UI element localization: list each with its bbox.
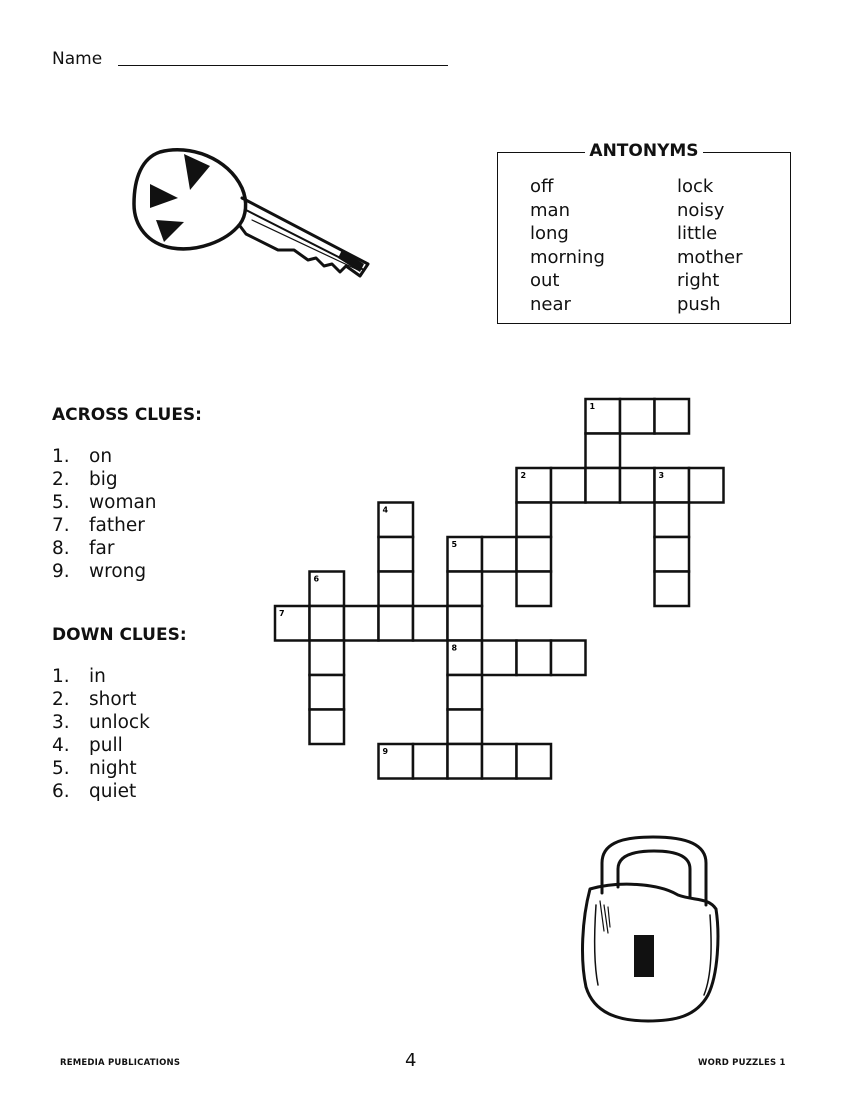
crossword-cell[interactable] — [413, 744, 448, 779]
antonym-word: out — [530, 270, 560, 292]
antonym-word: little — [677, 223, 718, 245]
crossword-cell[interactable] — [482, 641, 517, 676]
clue-number: 4. — [52, 735, 70, 756]
clue-number: 3. — [52, 712, 70, 733]
publisher-credit: REMEDIA PUBLICATIONS — [60, 1058, 181, 1068]
crossword-cell[interactable] — [551, 641, 586, 676]
crossword-cell[interactable] — [379, 537, 414, 572]
crossword-cell[interactable] — [517, 503, 552, 538]
clue-item — [52, 468, 157, 491]
crossword-cell[interactable] — [517, 572, 552, 607]
clue-number: 2. — [52, 689, 70, 710]
crossword-cell[interactable] — [689, 468, 724, 503]
antonym-word: man — [530, 199, 570, 221]
clue-text: father — [89, 515, 145, 536]
crossword-cell[interactable] — [448, 675, 483, 710]
crossword-cell[interactable] — [655, 503, 690, 538]
cell-number: 2 — [520, 471, 527, 480]
crossword-cell[interactable] — [310, 675, 345, 710]
clue-text: far — [89, 538, 115, 559]
clue-text: quiet — [89, 781, 137, 802]
crossword-cell[interactable] — [517, 744, 552, 779]
antonym-word: morning — [530, 246, 605, 268]
antonyms-right-column — [677, 175, 743, 317]
across-clues-heading: ACROSS CLUES: — [52, 405, 202, 425]
crossword-cell[interactable] — [482, 744, 517, 779]
antonym-word: mother — [677, 246, 743, 268]
crossword-cell[interactable] — [448, 606, 483, 641]
padlock-illustration — [578, 835, 728, 1025]
cell-number: 8 — [451, 643, 458, 653]
clue-item — [52, 688, 150, 711]
clue-text: on — [89, 446, 113, 467]
antonyms-title: ANTONYMS — [585, 141, 702, 161]
key-illustration — [128, 138, 373, 283]
cell-number: 5 — [451, 540, 458, 549]
clue-item — [52, 734, 150, 757]
clue-item — [52, 514, 157, 537]
clue-item — [52, 780, 150, 803]
name-input-line[interactable] — [118, 65, 448, 66]
clue-number: 6. — [52, 781, 70, 802]
book-title: WORD PUZZLES 1 — [698, 1058, 786, 1068]
clue-number: 5. — [52, 758, 70, 779]
crossword-cell[interactable] — [448, 572, 483, 607]
crossword-cell[interactable] — [586, 468, 621, 503]
clue-item — [52, 665, 150, 688]
page-number: 4 — [405, 1050, 417, 1071]
antonyms-left-column — [530, 175, 605, 317]
clue-number: 1. — [52, 666, 70, 687]
crossword-cell[interactable] — [482, 537, 517, 572]
crossword-cell[interactable] — [310, 710, 345, 745]
crossword-cell[interactable] — [517, 468, 552, 503]
clue-number: 5. — [52, 492, 70, 513]
cell-number: 7 — [279, 609, 285, 618]
crossword-cell[interactable] — [517, 537, 552, 572]
crossword-cell[interactable] — [379, 572, 414, 607]
crossword-cell[interactable] — [448, 744, 483, 779]
cell-number: 6 — [313, 574, 320, 584]
clue-item — [52, 560, 157, 583]
clue-item — [52, 757, 150, 780]
crossword-cell[interactable] — [344, 606, 379, 641]
crossword-cell[interactable] — [379, 503, 414, 538]
clue-text: pull — [89, 735, 123, 756]
clue-text: night — [89, 758, 137, 779]
antonyms-box — [497, 141, 791, 324]
crossword-cell[interactable] — [275, 606, 310, 641]
crossword-cell[interactable] — [310, 572, 345, 607]
crossword-cell[interactable] — [379, 744, 414, 779]
antonym-word: noisy — [677, 199, 725, 221]
crossword-cell[interactable] — [517, 641, 552, 676]
clue-number: 1. — [52, 446, 70, 467]
crossword-cell[interactable] — [448, 710, 483, 745]
cell-number: 9 — [382, 747, 389, 756]
crossword-cell[interactable] — [655, 572, 690, 607]
crossword-cell[interactable] — [586, 434, 621, 469]
crossword-cell[interactable] — [620, 468, 655, 503]
crossword-cell[interactable] — [310, 606, 345, 641]
antonym-word: off — [530, 176, 554, 197]
down-clues-list — [52, 665, 150, 803]
crossword-cell[interactable] — [655, 468, 690, 503]
clue-item — [52, 537, 157, 560]
down-clues-heading: DOWN CLUES: — [52, 625, 187, 645]
crossword-cell[interactable] — [551, 468, 586, 503]
clue-text: wrong — [89, 561, 147, 582]
clue-text: woman — [89, 492, 157, 513]
antonym-word: near — [530, 293, 571, 315]
crossword-cell[interactable] — [448, 641, 483, 676]
clue-item — [52, 445, 157, 468]
cell-number: 3 — [658, 471, 665, 480]
clue-item — [52, 491, 157, 514]
crossword-cell[interactable] — [379, 606, 414, 641]
clue-text: big — [89, 469, 118, 490]
antonym-word: right — [677, 270, 720, 292]
clue-number: 9. — [52, 561, 70, 582]
crossword-cell[interactable] — [655, 399, 690, 434]
crossword-cell[interactable] — [620, 399, 655, 434]
crossword-cell[interactable] — [448, 537, 483, 572]
clue-text: in — [89, 666, 106, 687]
crossword-cell[interactable] — [310, 641, 345, 676]
crossword-cell[interactable] — [655, 537, 690, 572]
antonym-word: long — [530, 223, 569, 245]
crossword-cell[interactable] — [413, 606, 448, 641]
clue-number: 8. — [52, 538, 70, 559]
antonym-word: lock — [677, 176, 714, 197]
clue-number: 2. — [52, 469, 70, 490]
cell-number: 1 — [589, 402, 596, 411]
crossword-cell[interactable] — [586, 399, 621, 434]
clue-item — [52, 711, 150, 734]
clue-text: short — [89, 689, 137, 710]
cell-number: 4 — [382, 505, 389, 515]
across-clues-list — [52, 445, 157, 583]
clue-number: 7. — [52, 515, 70, 536]
antonym-word: push — [677, 293, 721, 315]
clue-text: unlock — [89, 712, 150, 733]
name-label: Name — [52, 49, 103, 69]
